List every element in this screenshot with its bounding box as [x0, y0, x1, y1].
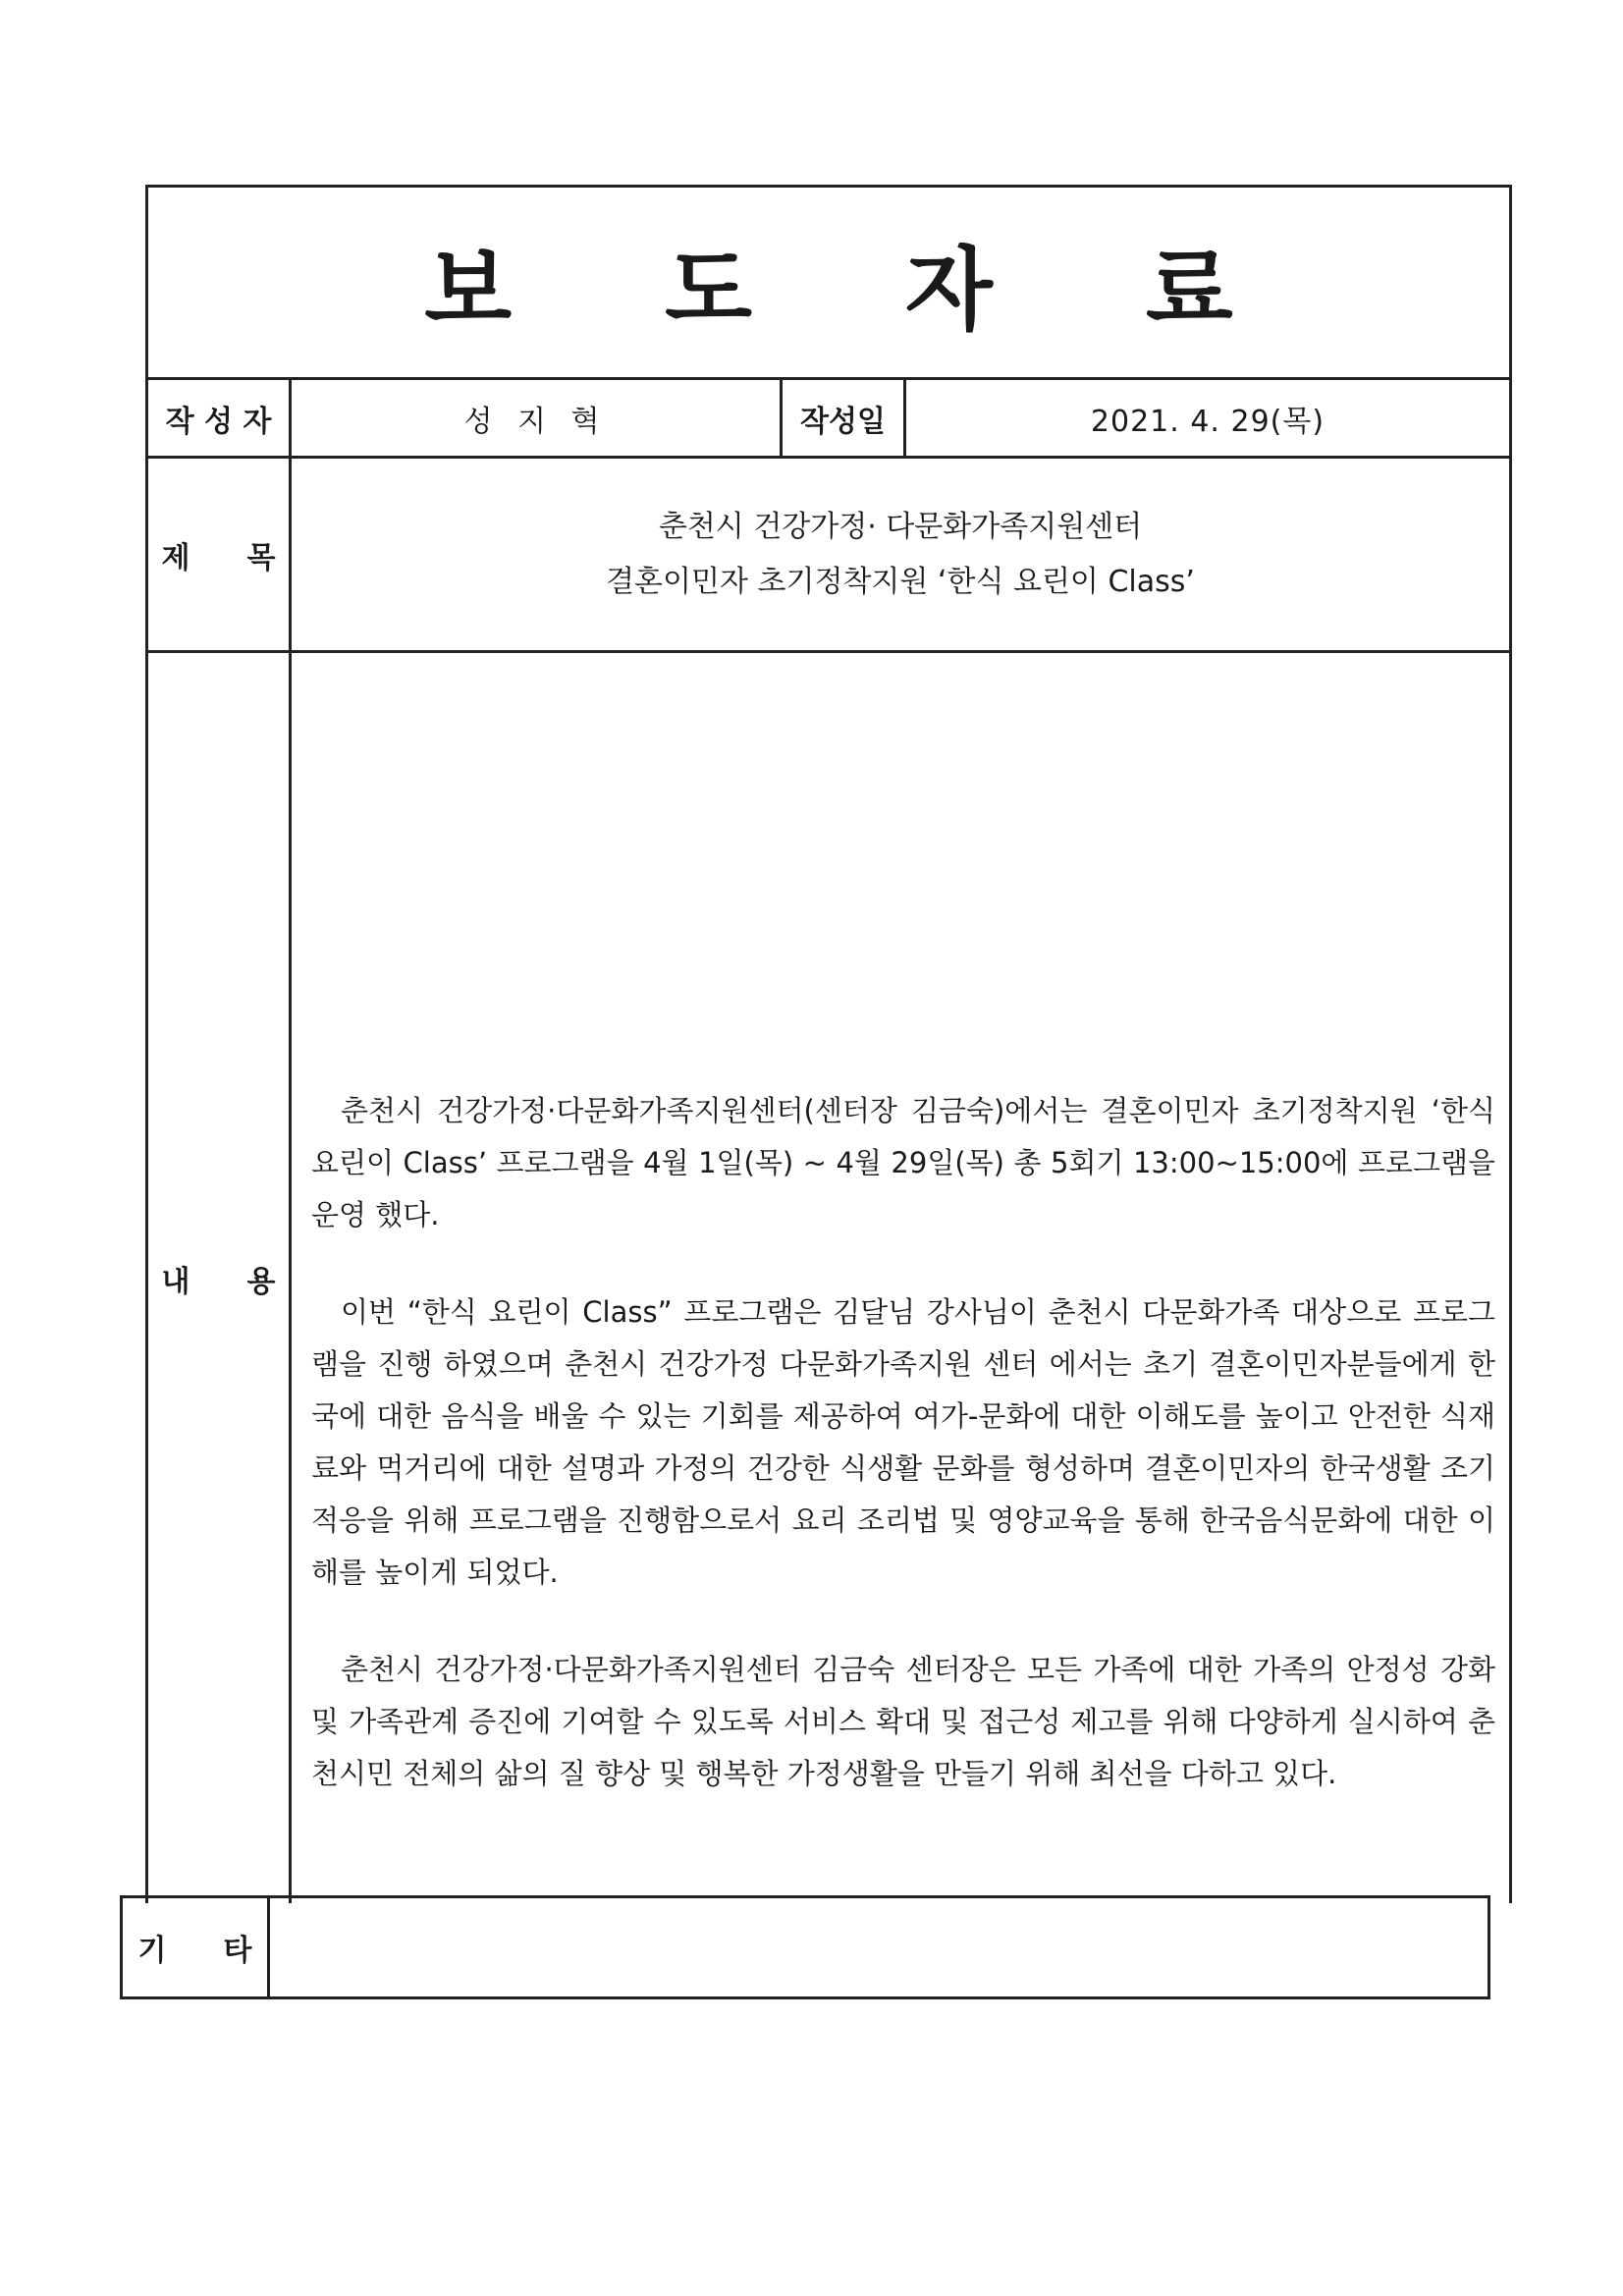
content-paragraph-1: 춘천시 건강가정·다문화가족지원센터(센터장 김금숙)에서는 결혼이민자 초기정착지원 ‘한식 요린이 Class’ 프로그램을 4월 1일(목) ~ 4월 29일(목) 총 5회기 13:00~15:00에 프로그램을 운영 했다. — [311, 1094, 1495, 1231]
title-row — [148, 188, 1509, 380]
content-label-2: 용 — [246, 1264, 276, 1299]
subject-line-1: 춘천시 건강가정· 다문화가족지원센터 — [658, 509, 1143, 544]
subject-label-cell — [148, 459, 292, 650]
author-name: 성 지 혁 — [463, 404, 608, 439]
content-row — [148, 653, 1509, 1903]
content-paragraph-3: 춘천시 건강가정·다문화가족지원센터 김금숙 센터장은 모든 가족에 대한 가족의 안정성 강화 및 가족관계 증진에 기여할 수 있도록 서비스 확대 및 접근성 제고를 위해 다양하게 실시하여 춘천시민 전체의 삶의 질 향상 및 행복한 가정생활을 만들기 위해 최선을 다하고 있다. — [311, 1653, 1495, 1790]
date-label-cell — [783, 380, 906, 456]
date-value: 2021. 4. 29(목) — [1090, 404, 1325, 439]
date-value-cell — [906, 380, 1509, 456]
extra-label-1: 기 — [137, 1934, 167, 1968]
extra-row — [120, 1895, 1490, 1999]
subject-row — [148, 459, 1509, 653]
content-value-cell — [292, 653, 1509, 1903]
subject-text — [606, 500, 1195, 610]
extra-label-2: 타 — [223, 1934, 252, 1968]
info-row — [148, 380, 1509, 459]
subject-label — [162, 533, 276, 576]
date-label: 작성일 — [800, 404, 886, 439]
content-body — [311, 1085, 1495, 1845]
subject-label-1: 제 — [161, 540, 190, 575]
content-label-cell — [148, 653, 292, 1903]
document-title: 보 도 자 료 — [424, 237, 1294, 343]
press-release-table — [145, 185, 1512, 1903]
subject-value-cell — [292, 459, 1509, 650]
content-label — [162, 1257, 276, 1300]
extra-label — [138, 1926, 252, 1969]
extra-label-cell — [123, 1898, 270, 1996]
author-label-cell — [148, 380, 292, 456]
author-value-cell — [292, 380, 783, 456]
subject-line-2: 결혼이민자 초기정착지원 ‘한식 요린이 Class’ — [606, 564, 1195, 599]
subject-label-2: 목 — [246, 540, 276, 575]
content-paragraph-2: 이번 “한식 요린이 Class” 프로그램은 김달님 강사님이 춘천시 다문화가족 대상으로 프로그램을 진행 하였으며 춘천시 건강가정 다문화가족지원 센터 에서는 초기 결혼이민자분들에게 한국에 대한 음식을 배울 수 있는 기회를 제공하여 여가-문화에 대한 이해도를 높이고 안전한 식재료와 먹거리에 대한 설명과 가정의 건강한 식생활 문화를 형성하며 결혼이민자의 한국생활 조기적응을 위해 프로그램을 진행함으로서 요리 조리법 및 영양교육을 통해 한국음식문화에 대한 이해를 높이게 되었다. — [311, 1295, 1495, 1589]
author-label: 작 성 자 — [165, 404, 272, 439]
content-label-1: 내 — [161, 1264, 190, 1299]
